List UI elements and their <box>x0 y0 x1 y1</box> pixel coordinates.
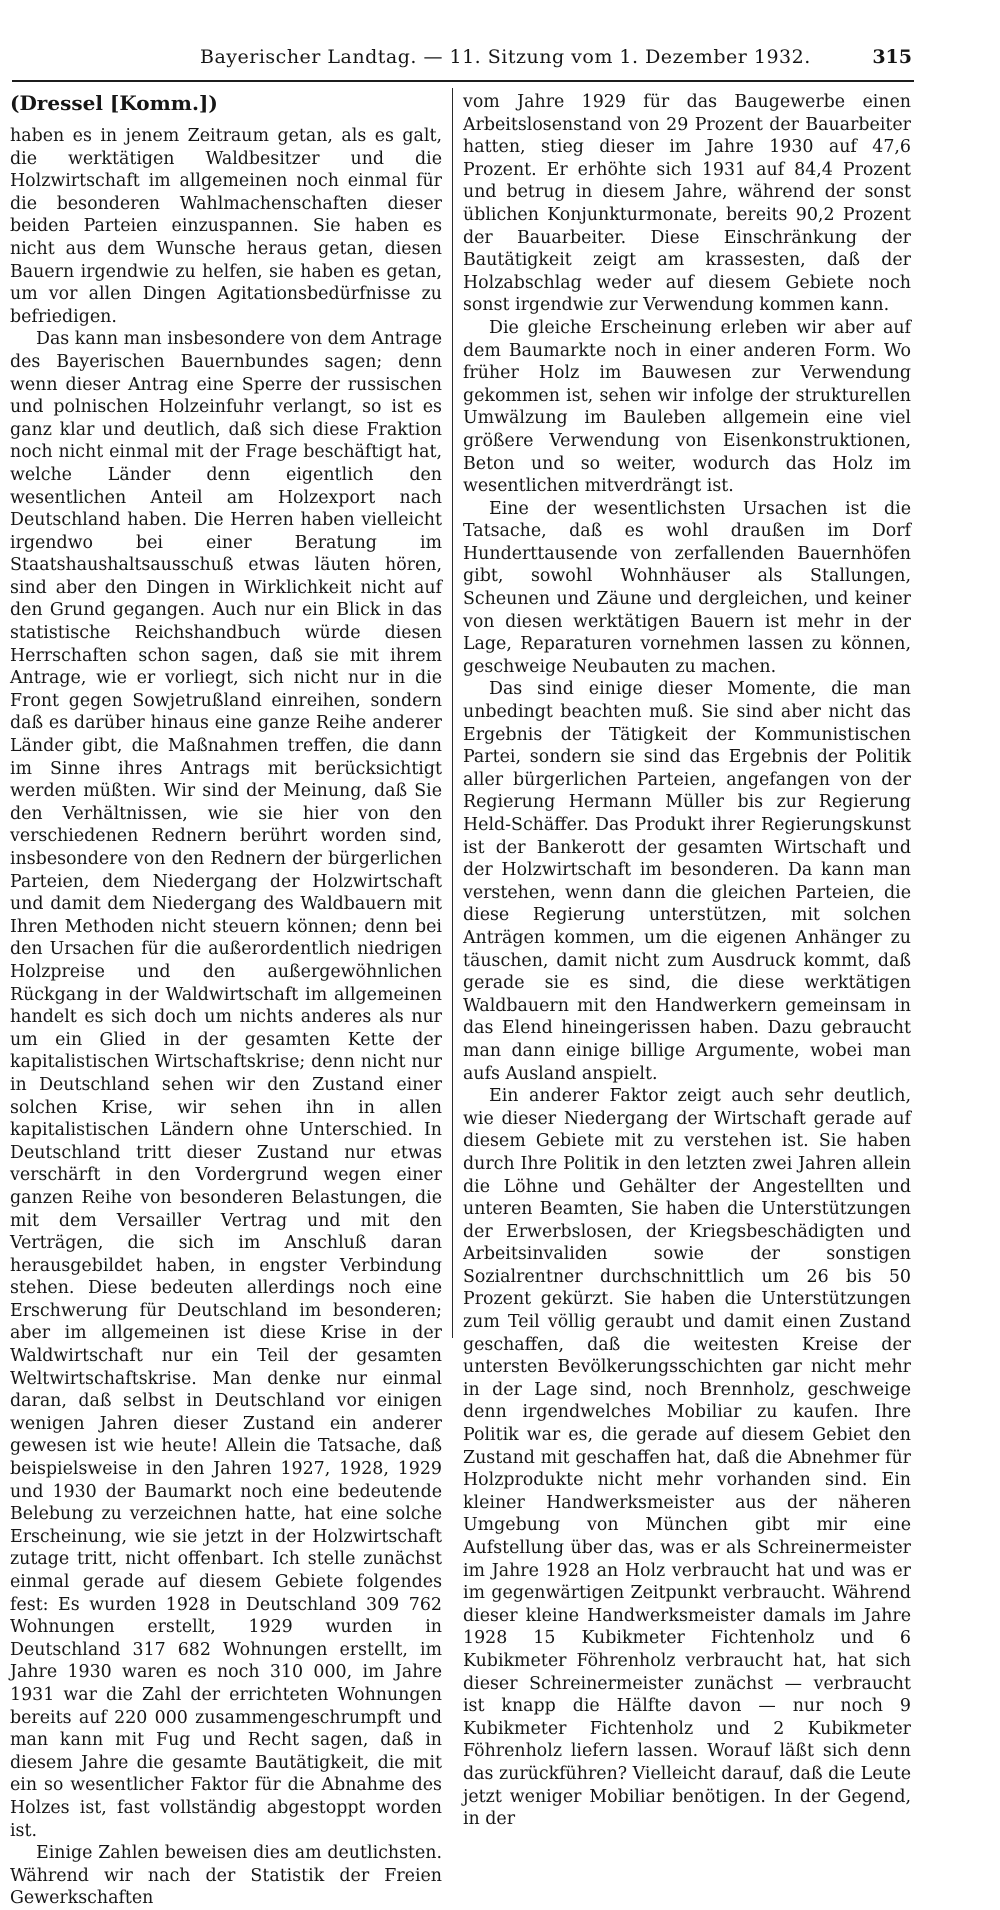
left-paragraph-1: haben es in jenem Zeitraum getan, als es galt, die werktätigen Waldbesitzer und die Holzwirtschaft im allgemeinen noch einmal für die besonderen Wahlmachenschaften dieser beiden Parteien einzuspannen. Sie haben es nicht aus dem Wunsche heraus getan, diesen Bauern irgendwie zu helfen, sie haben es getan, um vor allen Dingen Agitationsbedürfnisse zu befriedigen. <box>10 126 442 327</box>
right-paragraph-4: Das sind einige dieser Momente, die man unbedingt beachten muß. Sie sind aber nicht das Ergebnis der Tätigkeit der Kommunistischen Partei, sondern sie sind das Ergebnis der Politik aller bürgerlichen Parteien, angefangen von der Regierung Hermann Müller bis zur Regierung Held-Schäffer. Das Produkt ihrer Regierungskunst ist der Bankerott der gesamten Wirtschaft und der Holzwirtschaft im besonderen. Da kann man verstehen, wenn dann die gleichen Parteien, die diese Regierung unterstützen, mit solchen Anträgen kommen, um die eigenen Anhänger zu täuschen, damit nicht zum Ausdruck kommt, daß gerade sie es sind, die diese werktätigen Waldbauern mit den Handwerkern gemeinsam in das Elend hineingerissen haben. Dazu gebraucht man dann einige billige Argumente, wobei man aufs Ausland anspielt. <box>463 679 911 1084</box>
right-paragraph-1: vom Jahre 1929 für das Baugewerbe einen Arbeitslosenstand von 29 Prozent der Bauarbeiter hatten, stieg dieser im Jahre 1930 auf 47,6 Prozent. Er erhöhte sich 1931 auf 84,4 Prozent und betrug in diesem Jahre, während der sonst üblichen Konjunkturmonate, bereits 90,2 Prozent der Bauarbeiter. Diese Einschränkung der Bautätigkeit zeigt am krassesten, daß der Holzabschlag weder auf diesem Gebiete noch sonst irgendwie zur Verwendung kommen kann. <box>463 92 911 316</box>
right-paragraph-5: Ein anderer Faktor zeigt auch sehr deutlich, wie dieser Niedergang der Wirtschaft gerade auf diesem Gebiete mit zu verstehen ist. Sie haben durch Ihre Politik in den letzten zwei Jahren allein die Löhne und Gehälter der Angestellten und unteren Beamten, Sie haben die Unterstützungen der Erwerbslosen, der Kriegsbeschädigten und Arbeitsinvaliden sowie der sonstigen Sozialrentner durchschnittlich um 26 bis 50 Prozent gekürzt. Sie haben die Unterstützungen zum Teil völlig geraubt und damit einen Zustand geschaffen, daß die weitesten Kreise der untersten Bevölkerungsschichten gar nicht mehr in der Lage sind, noch Brennholz, geschweige denn irgendwelches Mobiliar zu kaufen. Ihre Politik war es, die gerade auf diesem Gebiet den Zustand mit geschaffen hat, daß die Abnehmer für Holzprodukte nicht mehr vorhanden sind. Ein kleiner Handwerksmeister aus der näheren Umgebung von München gibt mir eine Aufstellung über das, was er als Schreinermeister im Jahre 1928 an Holz verbraucht hat und was er im gegenwärtigen Zeitpunkt verbraucht. Während dieser kleine Handwerksmeister damals im Jahre 1928 15 Kubikmeter Fichtenholz und 6 Kubikmeter Föhrenholz verbraucht hat, hat sich dieser Schreinermeister zunächst — verbraucht ist knapp die Hälfte davon — nur noch 9 Kubikmeter Fichtenholz und 2 Kubikmeter Föhrenholz liefern lassen. Worauf läßt sich denn das zurückführen? Vielleicht darauf, daß die Leute jetzt weniger Mobiliar benötigen. In der Gegend, in der <box>463 1086 911 1830</box>
speaker-label: (Dressel [Komm.]) <box>10 91 218 115</box>
right-paragraph-2: Die gleiche Erscheinung erleben wir aber auf dem Baumarkte noch in einer anderen Form. Wo früher Holz im Bauwesen zur Verwendung gekommen ist, sehen wir infolge der strukturellen Umwälzung im Bauleben allgemein eine viel größere Verwendung von Eisenkonstruktionen, Beton und so weiter, wodurch das Holz im wesentlichen mitverdrängt ist. <box>463 317 911 497</box>
left-paragraph-2: Das kann man insbesondere von dem Antrage des Bayerischen Bauernbundes sagen; denn wenn dieser Antrag eine Sperre der russischen und polnischen Holzeinfuhr verlangt, so ist es ganz klar und deutlich, daß sich diese Fraktion noch nicht einmal mit der Frage beschäftigt hat, welche Länder denn eigentlich den wesentlichen Anteil am Holzexport nach Deutschland haben. Die Herren haben vielleicht irgendwo bei einer Beratung im Staatshaushaltsausschuß etwas läuten hören, sind aber den Dingen in Wirklichkeit nicht auf den Grund gegangen. Auch nur ein Blick in das statistische Reichshandbuch würde diesen Herrschaften schon sagen, daß sie mit ihrem Antrage, wie er vorliegt, sich nicht nur in die Front gegen Sowjetrußland einreihen, sondern daß es darüber hinaus eine ganze Reihe anderer Länder gibt, die Maßnahmen treffen, die dann im Sinne ihres Antrags mit berücksichtigt werden müßten. Wir sind der Meinung, daß Sie den Verhältnissen, wie sie hier von den verschiedenen Rednern berührt worden sind, insbesondere von den Rednern der bürgerlichen Parteien, dem Niedergang der Holzwirtschaft und damit dem Niedergang des Waldbauern mit Ihren Methoden nicht steuern können; denn bei den Ursachen für die außerordentlich niedrigen Holzpreise und den außergewöhnlichen Rückgang in der Waldwirtschaft im allgemeinen handelt es sich doch um nichts anderes als nur um ein Glied in der gesamten Kette der kapitalistischen Wirtschaftskrise; denn nicht nur in Deutschland sehen wir den Zustand einer solchen Krise, wir sehen ihn in allen kapitalistischen Ländern ohne Unterschied. In Deutschland tritt dieser Zustand nur etwas verschärft in den Vordergrund wegen einer ganzen Reihe von besonderen Belastungen, die mit dem Versailler Vertrag und mit den Verträgen, die sich im Anschluß daran herausgebildet haben, in engster Verbindung stehen. Diese bedeuten allerdings noch eine Erschwerung für Deutschland im besonderen; aber im allgemeinen ist diese Krise in der Waldwirtschaft nur ein Teil der gesamten Weltwirtschaftskrise. Man denke nur einmal daran, daß selbst in Deutschland vor einigen wenigen Jahren dieser Zustand ein anderer gewesen ist wie heute! Allein die Tatsache, daß beispielsweise in den Jahren 1927, 1928, 1929 und 1930 der Baumarkt noch eine bedeutende Belebung zu verzeichnen hatte, hat eine solche Erscheinung, wie sie jetzt in der Holzwirtschaft zutage tritt, nicht offenbart. Ich stelle zunächst einmal gerade auf diesem Gebiete folgendes fest: Es wurden 1928 in Deutschland 309 762 Wohnungen erstellt, 1929 wurden in Deutschland 317 682 Wohnungen erstellt, im Jahre 1930 waren es noch 310 000, im Jahre 1931 war die Zahl der errichteten Wohnungen bereits auf 220 000 zusammengeschrumpft und man kann mit Fug und Recht sagen, daß in diesem Jahre die gesamte Bautätigkeit, die mit ein so wesentlicher Faktor für die Abnahme des Holzes ist, fast vollständig abgestoppt worden ist. <box>10 329 442 1841</box>
left-column <box>10 91 442 1909</box>
left-paragraph-3: Einige Zahlen beweisen dies am deutlichsten. Während wir nach der Statistik der Freien Gewerkschaften <box>10 1843 442 1909</box>
right-paragraph-3: Eine der wesentlichsten Ursachen ist die Tatsache, daß es wohl draußen im Dorf Hunderttausende von zerfallenden Bauernhöfen gibt, sowohl Wohnhäuser als Stallungen, Scheunen und Zäune und dergleichen, und keiner von diesen werktätigen Bauern ist mehr in der Lage, Reparaturen vornehmen lassen zu können, geschweige Neubauten zu machen. <box>463 498 911 677</box>
header-rule <box>12 80 914 82</box>
column-divider <box>452 88 453 1338</box>
right-column <box>463 91 911 1830</box>
running-title: Bayerischer Landtag. — 11. Sitzung vom 1. Dezember 1932. <box>200 46 811 68</box>
page-number: 315 <box>872 46 912 68</box>
page-header <box>0 0 1000 82</box>
